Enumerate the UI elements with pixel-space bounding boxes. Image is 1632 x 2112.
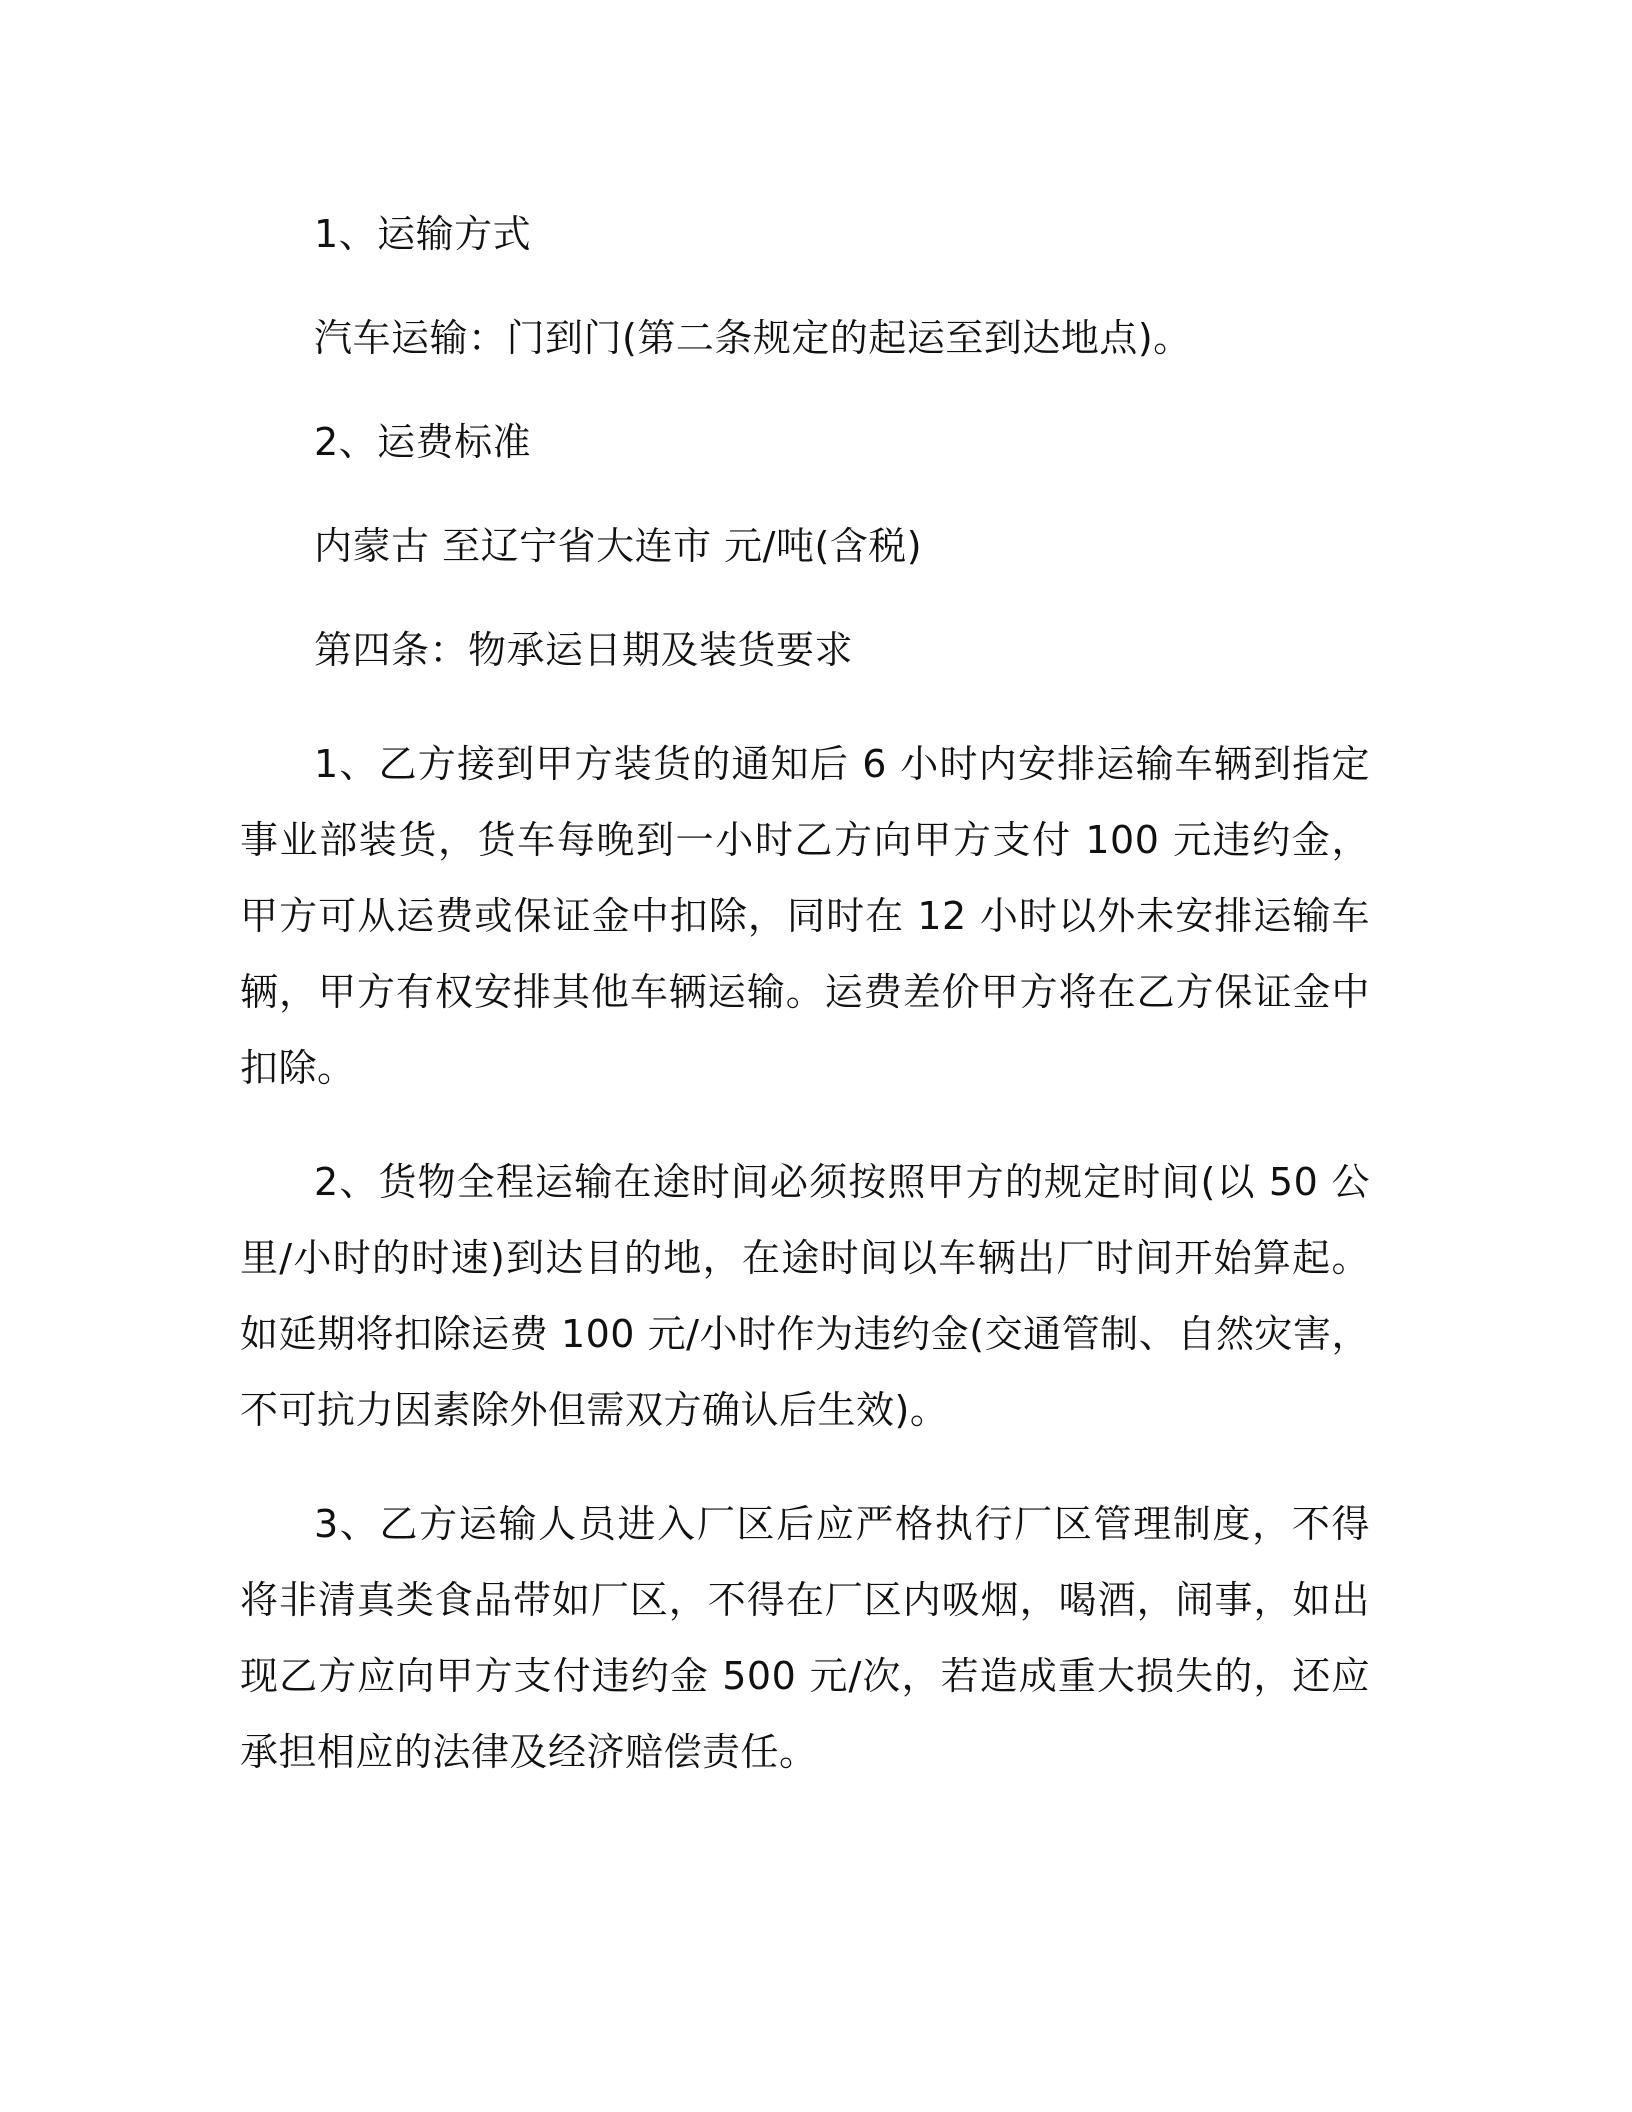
freight-standard-text: 内蒙古 至辽宁省大连市 元/吨(含税) bbox=[314, 524, 923, 568]
clause-paragraph-1: 1、乙方接到甲方装货的通知后 6 小时内安排运输车辆到指定事业部装货，货车每晚到一小时乙方向甲方支付 100 元违约金，甲方可从运费或保证金中扣除，同时在 12 小时以外未安排运输车辆，甲方有权安排其他车辆运输。运费差价甲方将在乙方保证金中扣除。 bbox=[240, 742, 1370, 1090]
clause-paragraph-2: 2、货物全程运输在途时间必须按照甲方的规定时间(以 50 公里/小时的时速)到达目的地，在途时间以车辆出厂时间开始算起。如延期将扣除运费 100 元/小时作为违约金(交通管制、自然灾害，不可抗力因素除外但需双方确认后生效)。 bbox=[240, 1160, 1370, 1432]
section-heading-freight-standard: 2、运费标准 bbox=[314, 420, 532, 464]
transport-mode-text: 汽车运输：门到门(第二条规定的起运至到达地点)。 bbox=[314, 316, 1192, 360]
document-body bbox=[240, 196, 1370, 1818]
section-heading-transport-mode: 1、运输方式 bbox=[314, 212, 532, 256]
clause-paragraph-3: 3、乙方运输人员进入厂区后应严格执行厂区管理制度，不得将非清真类食品带如厂区，不得在厂区内吸烟，喝酒，闹事，如出现乙方应向甲方支付违约金 500 元/次，若造成重大损失的，还应承担相应的法律及经济赔偿责任。 bbox=[240, 1502, 1370, 1774]
article-four-heading: 第四条：物承运日期及装货要求 bbox=[314, 628, 854, 672]
